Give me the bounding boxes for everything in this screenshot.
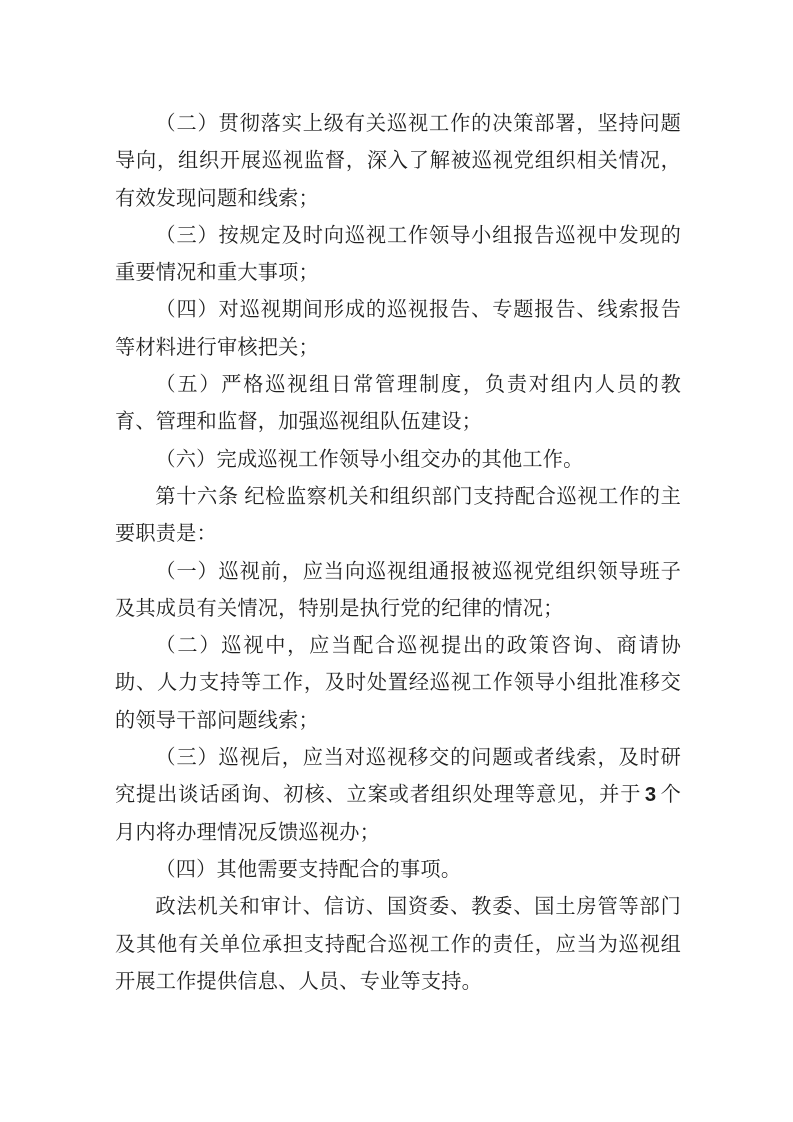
paragraph xyxy=(115,442,681,479)
text-block xyxy=(115,106,681,1001)
text-run: （二）巡视中，应当配合巡视提出的政策咨询、商请协助、人力支持等工作，及时处置经巡视工作领导小组批准移交的领导干部问题线索； xyxy=(115,635,681,732)
paragraph xyxy=(115,106,681,218)
text-run: （四）其他需要支持配合的事项。 xyxy=(155,858,462,881)
bold-number: 3 xyxy=(644,784,657,807)
text-run: 第十六条 纪检监察机关和组织部门支持配合巡视工作的主要职责是： xyxy=(115,485,681,546)
paragraph xyxy=(115,554,681,629)
paragraph xyxy=(115,889,681,1001)
paragraph xyxy=(115,740,681,852)
paragraph xyxy=(115,479,681,554)
text-run: （五）严格巡视组日常管理制度，负责对组内人员的教育、管理和监督，加强巡视组队伍建设； xyxy=(115,374,681,434)
text-run: （二）贯彻落实上级有关巡视工作的决策部署，坚持问题导向，组织开展巡视监督，深入了解被巡视党组织相关情况，有效发现问题和线索； xyxy=(115,113,681,210)
paragraph xyxy=(115,852,681,889)
paragraph xyxy=(115,292,681,367)
text-run: （三）巡视后，应当对巡视移交的问题或者线索，及时研究提出谈话函询、初核、立案或者组织处理等意见，并于 xyxy=(115,747,681,807)
text-run: 个月内将办理情况反馈巡视办； xyxy=(115,784,681,844)
paragraph xyxy=(115,628,681,740)
text-run: （一）巡视前，应当向巡视组通报被巡视党组织领导班子及其成员有关情况，特别是执行党的纪律的情况； xyxy=(115,560,681,620)
text-run: （三）按规定及时向巡视工作领导小组报告巡视中发现的重要情况和重大事项； xyxy=(115,224,681,285)
text-run: （四）对巡视期间形成的巡视报告、专题报告、线索报告等材料进行审核把关； xyxy=(115,299,681,359)
paragraph xyxy=(115,367,681,442)
paragraph xyxy=(115,218,681,293)
text-run: 政法机关和审计、信访、国资委、教委、国土房管等部门及其他有关单位承担支持配合巡视工作的责任，应当为巡视组开展工作提供信息、人员、专业等支持。 xyxy=(115,896,681,993)
text-run: （六）完成巡视工作领导小组交办的其他工作。 xyxy=(155,448,584,471)
